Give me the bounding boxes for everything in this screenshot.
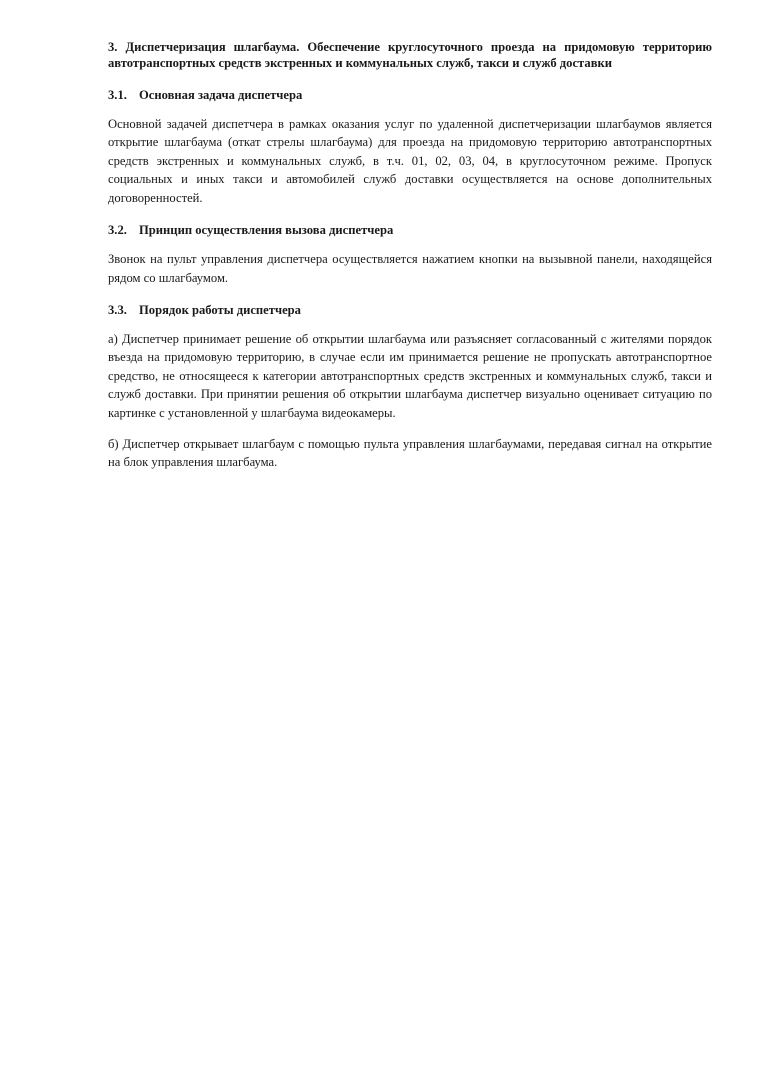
- paragraph: Звонок на пульт управления диспетчера осуществляется нажатием кнопки на вызывной панели, находящейся рядом со шлагбаумом.: [108, 251, 712, 285]
- subsection-number: 3.3.: [108, 303, 127, 318]
- subsection-heading-3-3: [108, 303, 712, 319]
- document-body: [108, 40, 712, 488]
- paragraph: б) Диспетчер открывает шлагбаум с помощью пульта управления шлагбаумами, передавая сигнал на открытие на блок управления шлагбаума.: [108, 436, 712, 470]
- subsection-number: 3.1.: [108, 88, 127, 102]
- section-title: 3. Диспетчеризация шлагбаума. Обеспечение круглосуточного проезда на придомовую территорию автотранспортных средств экстренных и коммунальных служб, такси и служб доставки: [108, 40, 712, 70]
- subsection-title: Порядок работы диспетчера: [139, 303, 301, 318]
- subsection-title: Принцип осуществления вызова диспетчера: [139, 223, 394, 238]
- subsection-title: Основная задача диспетчера: [139, 88, 303, 102]
- subsection-heading-3-2: [108, 223, 712, 239]
- paragraph: а) Диспетчер принимает решение об открытии шлагбаума или разъясняет согласованный с жителями порядок въезда на придомовую территорию, в случае если им принимается решение не пропускать автотранспортное средство, не относящееся к категории автотранспортных средств экстренных и коммунальных служб, такси и служб доставки. При принятии решения об открытии шлагбаума диспетчер визуально оценивает ситуацию по картинке с установленной у шлагбаума видеокамеры.: [108, 331, 712, 421]
- paragraph: Основной задачей диспетчера в рамках оказания услуг по удаленной диспетчеризации шлагбаумов является открытие шлагбаума (откат стрелы шлагбаума) для проезда на придомовую территорию автотранспортных средств экстренных и коммунальных служб, в т.ч. 01, 02, 03, 04, в круглосуточном режиме. Пропуск социальных и иных такси и автомобилей служб доставки осуществляется на основе дополнительных договоренностей.: [108, 116, 712, 205]
- subsection-heading-3-1: [108, 88, 712, 104]
- subsection-number: 3.2.: [108, 223, 127, 238]
